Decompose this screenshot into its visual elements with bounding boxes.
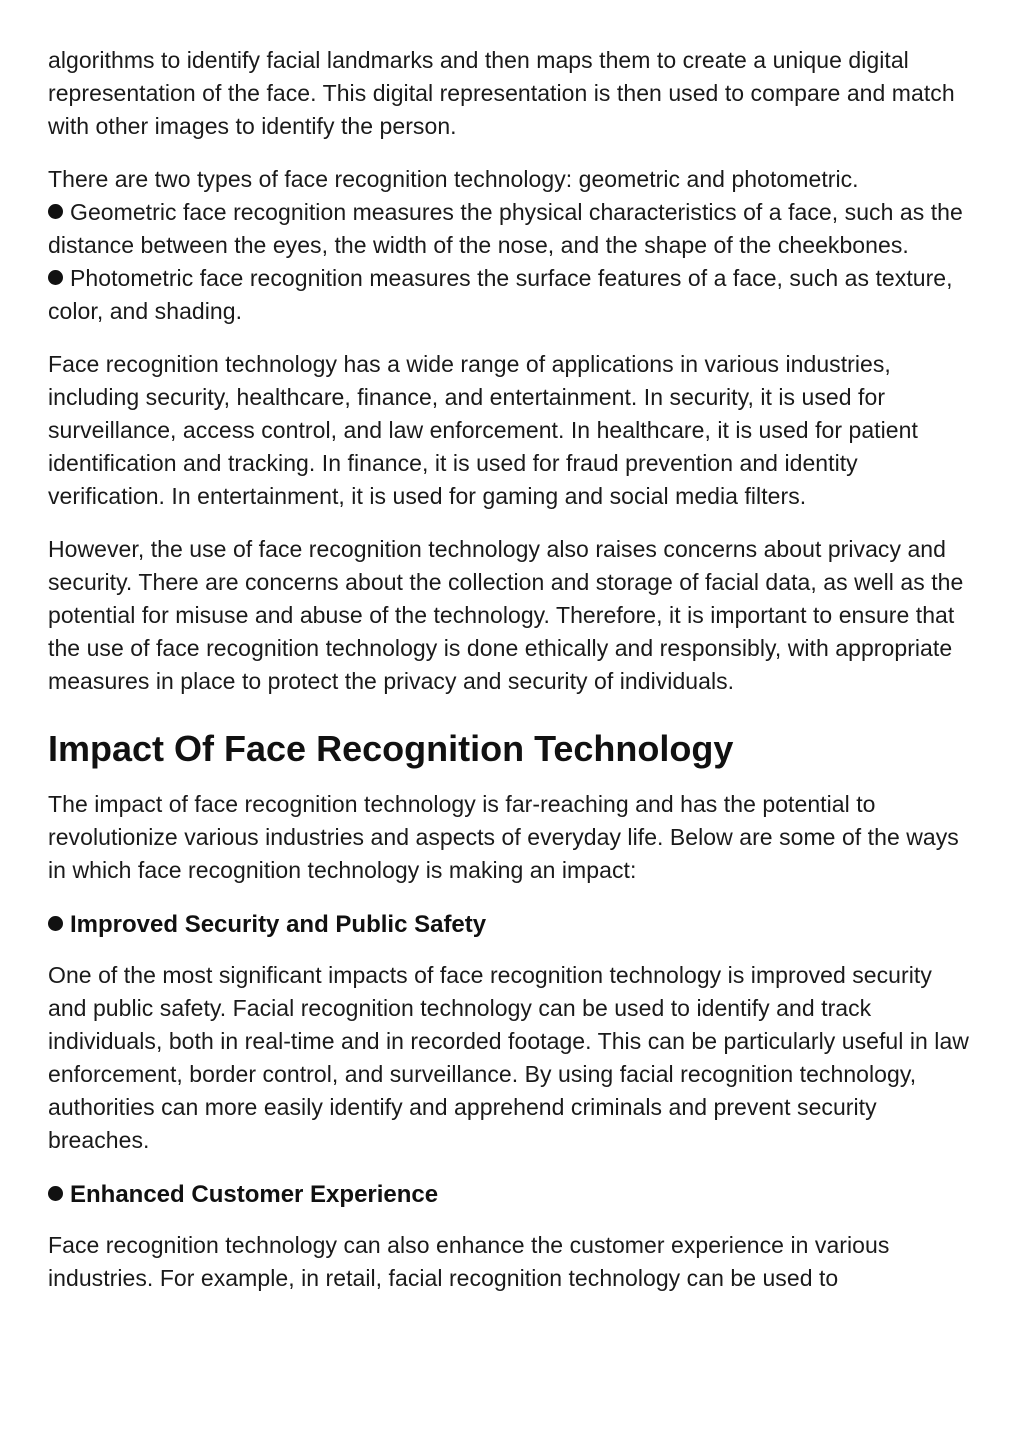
security-paragraph: One of the most significant impacts of face recognition technology is improved security and public safety. Facial recognition technology can be used to identify and track individuals, both in real-time and in recorded footage. This can be particularly useful in law enforcement, border control, and surveillance. By using facial recognition technology, authorities can more easily identify and apprehend criminals and prevent security breaches. xyxy=(48,962,969,1153)
intro-paragraph: algorithms to identify facial landmarks and then maps them to create a unique digital representation of the face. This digital representation is then used to compare and match with other images to identify the person. xyxy=(48,47,955,139)
customer-experience-paragraph: Face recognition technology can also enhance the customer experience in various industries. For example, in retail, facial recognition technology can be used to xyxy=(48,1232,890,1291)
applications-paragraph: Face recognition technology has a wide range of applications in various industries, including security, healthcare, finance, and entertainment. In security, it is used for surveillance, access control, and law enforcement. In healthcare, it is used for patient identification and tracking. In finance, it is used for fraud prevention and identity verification. In entertainment, it is used for gaming and social media filters. xyxy=(48,351,918,509)
bullet-icon xyxy=(48,204,63,219)
types-lead: There are two types of face recognition technology: geometric and photometric. xyxy=(48,166,859,192)
bullet-icon xyxy=(48,270,63,285)
impact-heading: Impact Of Face Recognition Technology xyxy=(48,728,734,769)
bullet-icon xyxy=(48,916,63,931)
types-block xyxy=(48,163,976,328)
types-list-item xyxy=(48,196,976,262)
subheading-customer-experience xyxy=(48,1178,976,1212)
subheading-security xyxy=(48,908,976,942)
types-item-geometric: Geometric face recognition measures the physical characteristics of a face, such as the distance between the eyes, the width of the nose, and the shape of the cheekbones. xyxy=(48,199,963,258)
subheading-security-label: Improved Security and Public Safety xyxy=(70,911,487,938)
subheading-customer-experience-label: Enhanced Customer Experience xyxy=(70,1181,439,1208)
types-list-item xyxy=(48,262,976,328)
concerns-paragraph: However, the use of face recognition technology also raises concerns about privacy and security. There are concerns about the collection and storage of facial data, as well as the potential for misuse and abuse of the technology. Therefore, it is important to ensure that the use of face recognition technology is done ethically and responsibly, with appropriate measures in place to protect the privacy and security of individuals. xyxy=(48,536,964,694)
types-item-photometric: Photometric face recognition measures the surface features of a face, such as texture, color, and shading. xyxy=(48,265,953,324)
impact-intro-paragraph: The impact of face recognition technology is far-reaching and has the potential to revolutionize various industries and aspects of everyday life. Below are some of the ways in which face recognition technology is making an impact: xyxy=(48,791,959,883)
bullet-icon xyxy=(48,1186,63,1201)
